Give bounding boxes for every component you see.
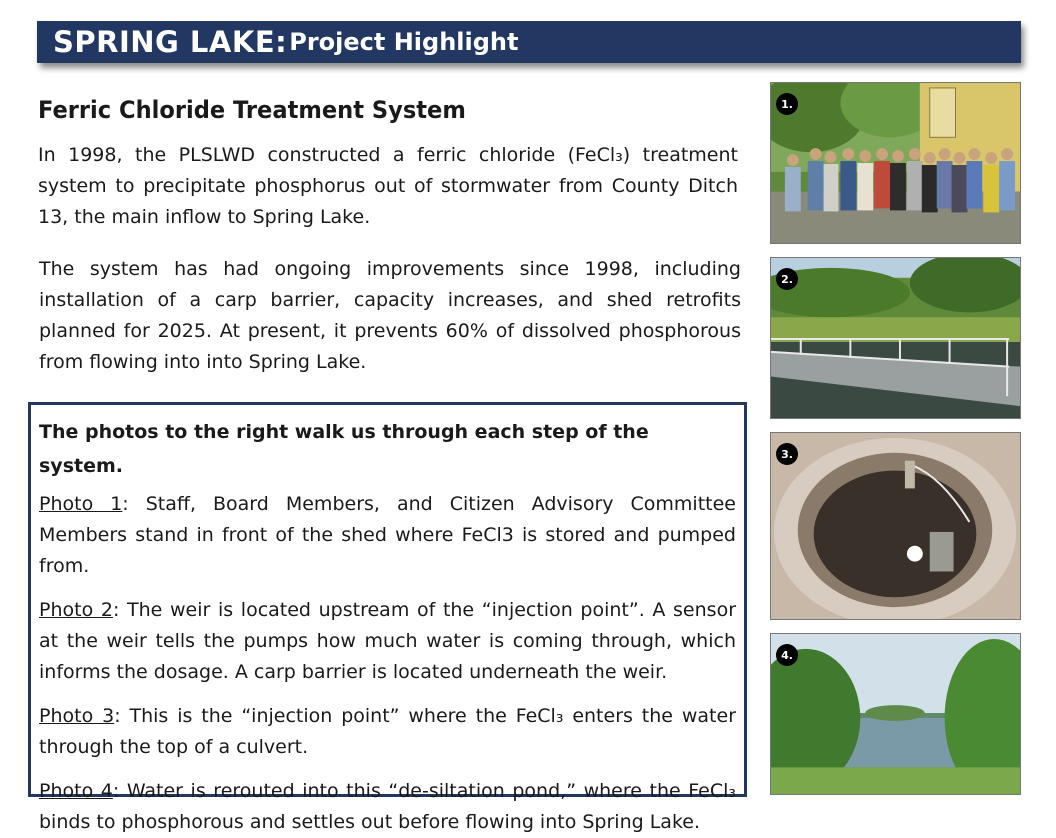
photo-1-group-at-shed	[770, 82, 1021, 244]
photo-3-text: : This is the “injection point” where the FeCl₃ enters the water through the top of a culvert.	[39, 705, 737, 758]
photo-guide-lead: The photos to the right walk us through each step of the system.	[39, 421, 649, 477]
photo-guide-box	[28, 402, 747, 833]
photo-2-text: : The weir is located upstream of the “injection point”. A sensor at the weir tells the pumps how much water is coming through, which informs the dosage. A carp barrier is located underneath the weir.	[39, 599, 737, 683]
photo-1-caption	[39, 489, 736, 582]
photo-2-label: Photo 2	[39, 599, 113, 621]
section-title: Ferric Chloride Treatment System	[38, 96, 466, 124]
photo-3-label: Photo 3	[39, 705, 115, 727]
banner-subtitle: Project Highlight	[289, 28, 519, 56]
photo-4-text: : Water is rerouted into this “de-siltation pond,” where the FeCl₃ binds to phosphorous and settles out before flowing into Spring Lake.	[39, 780, 737, 833]
photo-4-caption	[39, 776, 736, 838]
photo-4-badge: 4.	[776, 644, 798, 666]
photo-3-caption	[39, 701, 736, 763]
photo-3-injection-point	[770, 432, 1021, 620]
photo-1-label: Photo 1	[39, 493, 123, 515]
photo-2-badge: 2.	[776, 268, 798, 290]
photo-4-pond	[770, 633, 1021, 795]
photo-1-text: : Staff, Board Members, and Citizen Advisory Committee Members stand in front of the shed where FeCl3 is stored and pumped from.	[39, 493, 736, 577]
intro-paragraph: In 1998, the PLSLWD constructed a ferric chloride (FeCl₃) treatment system to precipitate phosphorus out of stormwater from County Ditch 13, the main inflow to Spring Lake.	[38, 144, 738, 228]
photo-3-badge: 3.	[776, 443, 798, 465]
header-banner	[37, 21, 1021, 63]
photo-1-badge: 1.	[776, 93, 798, 115]
improvements-paragraph: The system has had ongoing improvements since 1998, including installation of a carp barrier, capacity increases, and shed retrofits planned for 2025. At present, it prevents 60% of dissolved phosphorous from flowing into into Spring Lake.	[39, 258, 741, 373]
photo-2-weir	[770, 257, 1021, 419]
photo-2-caption	[39, 595, 736, 688]
banner-title: SPRING LAKE:	[53, 25, 288, 59]
photo-4-label: Photo 4	[39, 780, 113, 802]
